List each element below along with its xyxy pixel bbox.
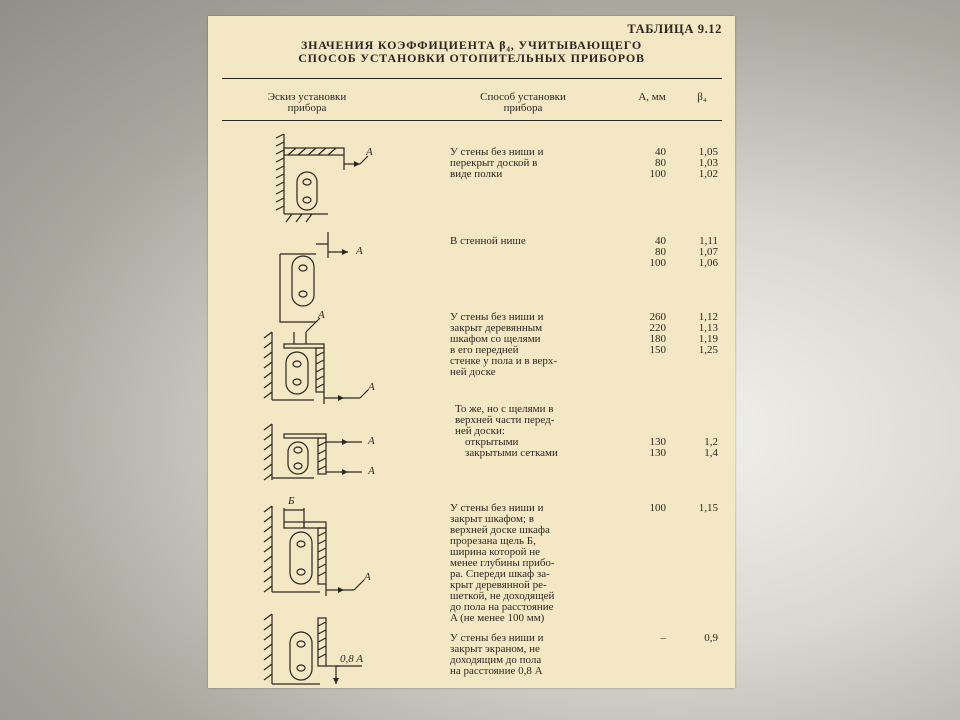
row-2-beta-value: 1,06 bbox=[698, 257, 718, 269]
row-6-beta-values bbox=[676, 633, 718, 644]
row-1-beta-value: 1,02 bbox=[698, 168, 718, 180]
table-title-line-2: СПОСОБ УСТАНОВКИ ОТОПИТЕЛЬНЫХ ПРИБОРОВ bbox=[298, 51, 645, 65]
sketch-label-a: A bbox=[356, 245, 363, 257]
row-6-method-line: закрыт экраном, не bbox=[450, 643, 540, 655]
row-6-a-values bbox=[626, 633, 666, 644]
sketch-label-a: A bbox=[318, 309, 325, 321]
row-3-a-value: 260 bbox=[649, 311, 666, 323]
row-4-method bbox=[455, 404, 558, 459]
row-1-a-value: 100 bbox=[649, 168, 666, 180]
row-5-method-line: менее глубины прибо- bbox=[450, 557, 555, 569]
sketch-label-a: A bbox=[364, 571, 371, 583]
row-5-beta-value: 1,15 bbox=[698, 502, 718, 514]
row-4-method-line: закрытыми сетками bbox=[465, 447, 558, 459]
sketch-cabinet-front-slots bbox=[264, 420, 394, 492]
sketch-label-a: A bbox=[368, 381, 375, 393]
row-3-method-line: закрыт деревянным bbox=[450, 322, 543, 334]
row-5-method-line: ширина которой не bbox=[450, 546, 540, 558]
header-a-mm: A, мм bbox=[638, 91, 666, 103]
row-5-method-line: У стены без ниши и bbox=[450, 502, 544, 514]
row-3-a-value: 180 bbox=[649, 333, 666, 345]
header-method-line-2: прибора bbox=[503, 102, 543, 114]
row-3-method-line: ней доске bbox=[450, 366, 496, 378]
row-3-method bbox=[450, 312, 557, 378]
header-method-line-1: Способ установки bbox=[480, 91, 566, 103]
header-sketch bbox=[242, 92, 372, 114]
row-6-method-line: У стены без ниши и bbox=[450, 632, 544, 644]
row-6-method bbox=[450, 633, 543, 677]
row-3-method-line: в его передней bbox=[450, 344, 519, 356]
row-5-method-line: до пола на расстояние bbox=[450, 601, 554, 613]
sketch-label-b: Б bbox=[288, 495, 295, 507]
row-4-a-value: 130 bbox=[649, 436, 666, 448]
row-3-method-line: стенке у пола и в верх- bbox=[450, 355, 558, 367]
row-5-method-line: A (не менее 100 мм) bbox=[450, 612, 545, 624]
row-2-beta-values bbox=[676, 236, 718, 269]
row-5-method-line: верхней доске шкафа bbox=[450, 524, 550, 536]
header-top-rule bbox=[222, 78, 722, 79]
sketch-shelf bbox=[268, 134, 398, 234]
row-4-method-line: То же, но с щелями в bbox=[455, 403, 554, 415]
row-5-a-value: 100 bbox=[649, 502, 666, 514]
row-5-method bbox=[450, 503, 555, 624]
row-3-beta-value: 1,12 bbox=[698, 311, 718, 323]
row-3-method-line: шкафом со щелями bbox=[450, 333, 541, 345]
row-5-a-values bbox=[626, 503, 666, 514]
row-4-method-line: верхней части перед- bbox=[455, 414, 555, 426]
table-page bbox=[208, 16, 735, 688]
header-sketch-line-2: прибора bbox=[287, 102, 327, 114]
row-1-method bbox=[450, 147, 543, 180]
row-2-beta-value: 1,11 bbox=[699, 235, 718, 247]
sketch-label-0-8a: 0,8 A bbox=[340, 653, 364, 665]
row-1-method-line: перекрыт доской в bbox=[450, 157, 538, 169]
sketch-wooden-cabinet bbox=[264, 309, 394, 412]
row-3-beta-value: 1,25 bbox=[698, 344, 718, 356]
row-5-method-line: ра. Спереди шкаф за- bbox=[450, 568, 550, 580]
row-3-beta-value: 1,19 bbox=[698, 333, 718, 345]
row-2-method bbox=[450, 236, 526, 247]
row-2-a-values bbox=[626, 236, 666, 269]
row-2-beta-value: 1,07 bbox=[698, 246, 718, 258]
row-2-a-value: 40 bbox=[655, 235, 666, 247]
sketch-label-a: A bbox=[366, 146, 373, 158]
row-3-a-value: 150 bbox=[649, 344, 666, 356]
table-title-line-1: ЗНАЧЕНИЯ КОЭФФИЦИЕНТА β₄, УЧИТЫВАЮЩЕГО bbox=[301, 38, 642, 52]
row-5-method-line: крыт деревянной ре- bbox=[450, 579, 547, 591]
row-1-method-line: У стены без ниши и bbox=[450, 146, 544, 158]
row-2-method-line: В стенной нише bbox=[450, 235, 526, 247]
row-1-a-value: 40 bbox=[655, 146, 666, 158]
header-method bbox=[448, 92, 598, 114]
row-5-method-line: закрыт шкафом; в bbox=[450, 513, 534, 525]
sketch-label-a: A bbox=[368, 435, 375, 447]
row-6-beta-value: 0,9 bbox=[704, 632, 718, 644]
row-4-beta-values bbox=[676, 437, 718, 459]
header-bottom-rule bbox=[222, 120, 722, 121]
row-4-beta-value: 1,4 bbox=[704, 447, 718, 459]
row-5-method-line: шеткой, не доходящей bbox=[450, 590, 555, 602]
row-3-method-line: У стены без ниши и bbox=[450, 311, 544, 323]
row-1-method-line: виде полки bbox=[450, 168, 503, 180]
row-1-beta-value: 1,03 bbox=[698, 157, 718, 169]
row-2-a-value: 80 bbox=[655, 246, 666, 258]
row-3-a-value: 220 bbox=[649, 322, 666, 334]
sketch-label-a: A bbox=[368, 465, 375, 477]
row-3-beta-values bbox=[676, 312, 718, 356]
row-4-a-values bbox=[626, 437, 666, 459]
row-4-a-value: 130 bbox=[649, 447, 666, 459]
header-beta: β₄ bbox=[697, 91, 707, 103]
row-3-beta-value: 1,13 bbox=[698, 322, 718, 334]
row-6-a-value: – bbox=[660, 632, 666, 644]
row-3-a-values bbox=[626, 312, 666, 356]
row-4-beta-value: 1,2 bbox=[704, 436, 718, 448]
sketch-screen bbox=[256, 606, 396, 688]
header-sketch-line-1: Эскиз установки bbox=[267, 91, 347, 103]
row-1-beta-values bbox=[676, 147, 718, 180]
row-6-method-line: на расстояние 0,8 A bbox=[450, 665, 543, 677]
row-5-method-line: прорезана щель Б, bbox=[450, 535, 536, 547]
row-5-beta-values bbox=[676, 503, 718, 514]
row-1-a-value: 80 bbox=[655, 157, 666, 169]
row-2-a-value: 100 bbox=[649, 257, 666, 269]
row-4-method-line: ней доски: bbox=[455, 425, 505, 437]
sketch-cabinet-top-slot bbox=[256, 488, 396, 598]
row-1-beta-value: 1,05 bbox=[698, 146, 718, 158]
row-1-a-values bbox=[626, 147, 666, 180]
row-4-method-line: открытыми bbox=[465, 436, 519, 448]
row-6-method-line: доходящим до пола bbox=[450, 654, 542, 666]
table-number: ТАБЛИЦА 9.12 bbox=[627, 22, 722, 36]
